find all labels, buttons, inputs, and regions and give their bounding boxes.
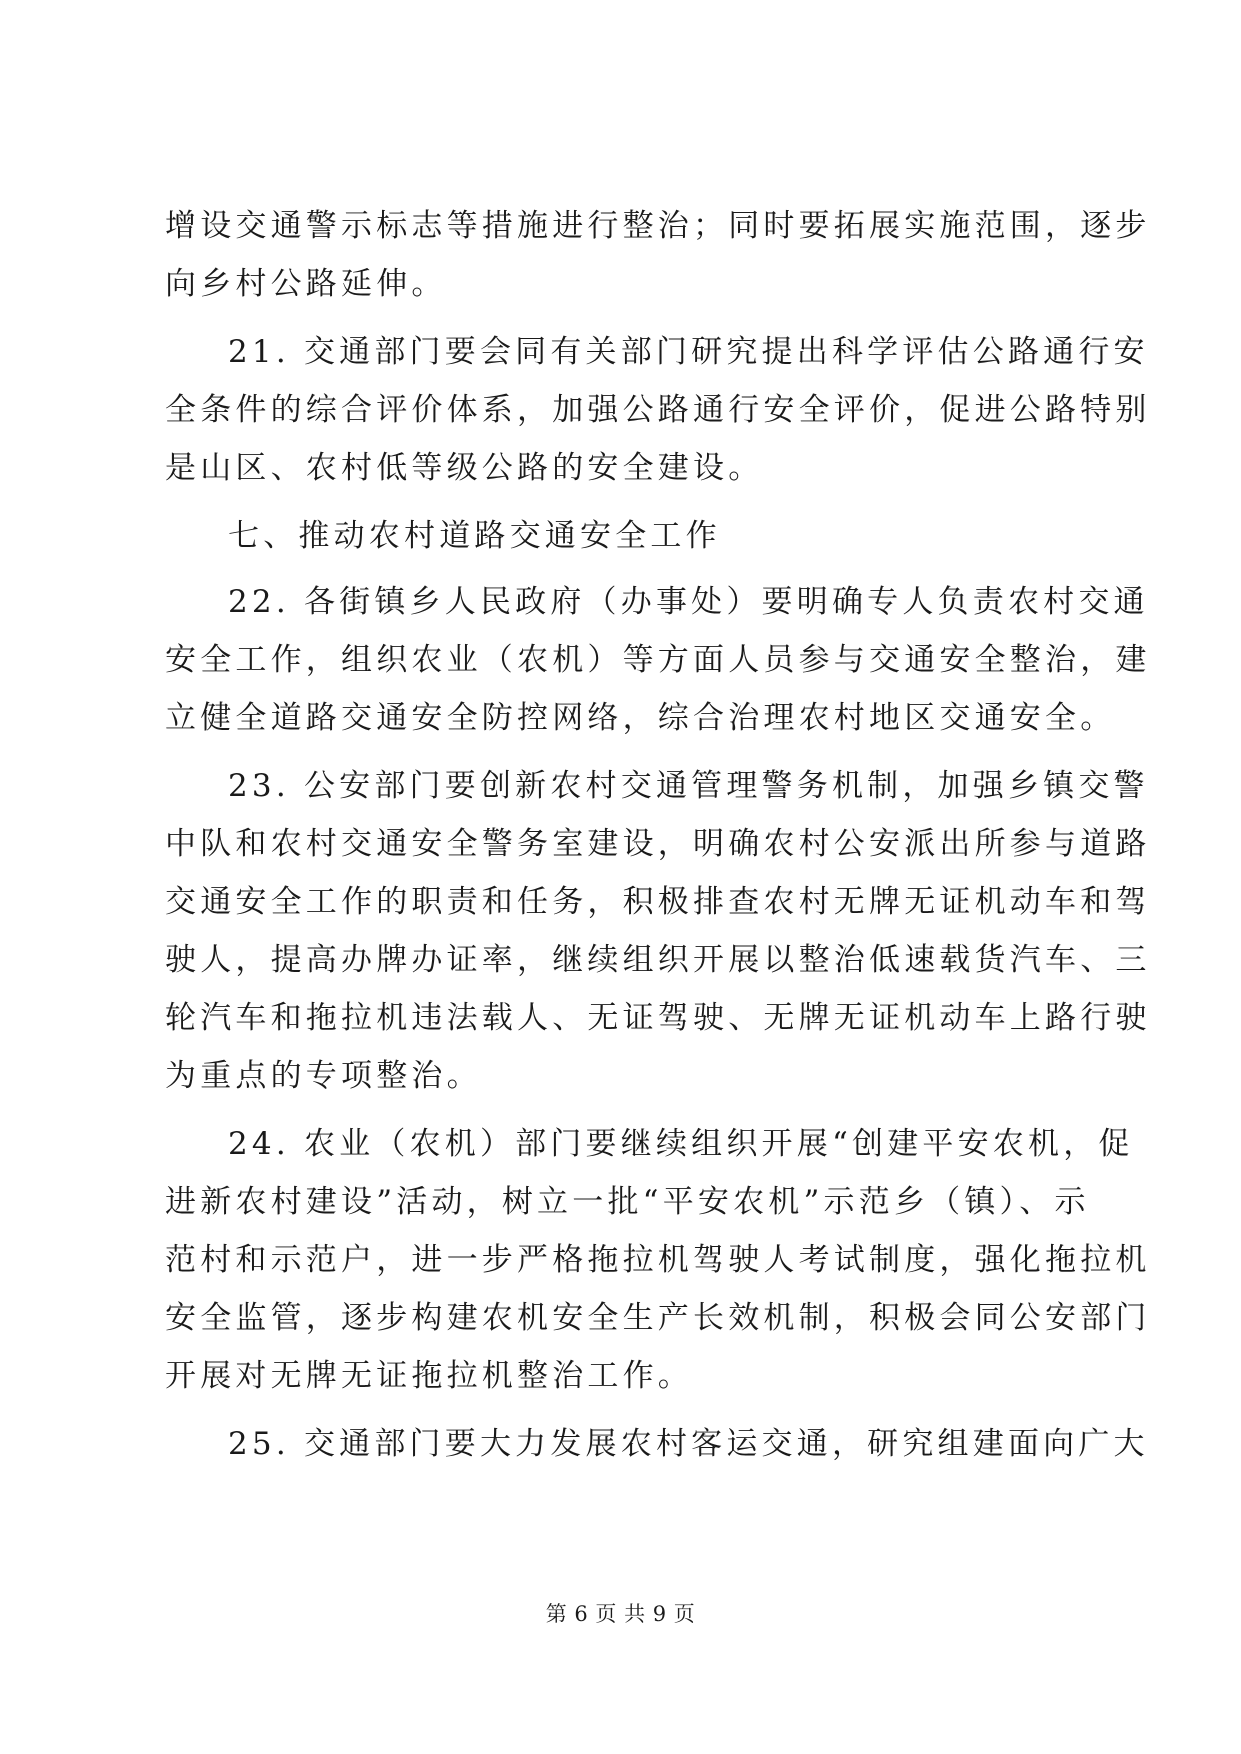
text-line: 安全监管，逐步构建农机安全生产长效机制，积极会同公安部门 [165,1300,1151,1336]
page-number-footer: 第 6 页 共 9 页 [545,1602,696,1626]
paragraph-22-line: 22. 各街镇乡人民政府（办事处）要明确专人负责农村交通 [228,584,1149,620]
text-line: 范村和示范户，进一步严格拖拉机驾驶人考试制度，强化拖拉机 [165,1242,1151,1278]
text-line: 轮汽车和拖拉机违法载人、无证驾驶、无牌无证机动车上路行驶 [165,1000,1151,1036]
text-line: 是山区、农村低等级公路的安全建设。 [165,450,764,486]
text-line: 进新农村建设”活动，树立一批“平安农机”示范乡（镇）、示 [165,1184,1090,1220]
section-heading: 七、推动农村道路交通安全工作 [228,518,721,554]
text-line: 增设交通警示标志等措施进行整治；同时要拓展实施范围，逐步 [165,208,1151,244]
text-line: 安全工作，组织农业（农机）等方面人员参与交通安全整治，建 [165,642,1151,678]
text-line: 交通安全工作的职责和任务，积极排查农村无牌无证机动车和驾 [165,884,1151,920]
text-line: 向乡村公路延伸。 [165,266,447,302]
text-line: 为重点的专项整治。 [165,1058,482,1094]
text-line: 驶人，提高办牌办证率，继续组织开展以整治低速载货汽车、三 [165,942,1151,978]
text-line: 立健全道路交通安全防控网络，综合治理农村地区交通安全。 [165,700,1116,736]
paragraph-25-line: 25. 交通部门要大力发展农村客运交通，研究组建面向广大 [228,1426,1149,1462]
text-line: 全条件的综合评价体系，加强公路通行安全评价，促进公路特别 [165,392,1151,428]
paragraph-23-line: 23. 公安部门要创新农村交通管理警务机制，加强乡镇交警 [228,768,1149,804]
paragraph-21-line: 21. 交通部门要会同有关部门研究提出科学评估公路通行安 [228,334,1149,370]
text-line: 开展对无牌无证拖拉机整治工作。 [165,1358,693,1394]
paragraph-24-line: 24. 农业（农机）部门要继续组织开展“创建平安农机，促 [228,1126,1134,1162]
text-line: 中队和农村交通安全警务室建设，明确农村公安派出所参与道路 [165,826,1151,862]
